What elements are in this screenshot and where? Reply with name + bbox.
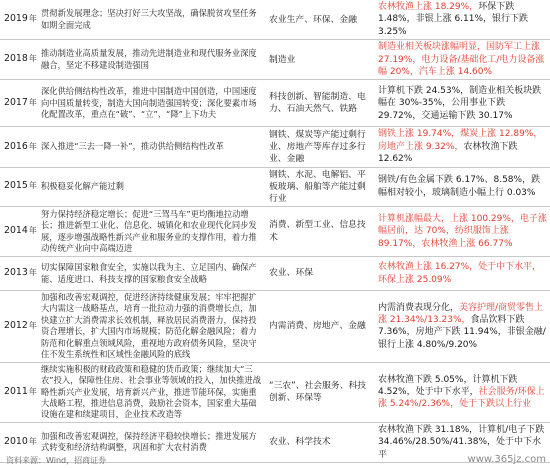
policy-cell: 切实保障国家粮食安全，实施以我为主、立足国内、确保产能、适度进口、科技支撑的国家粮食安全战略 (37, 257, 265, 291)
table-row (0, 40, 550, 80)
performance-text: 内需消费表现分化， (378, 302, 460, 313)
year-cell: 2015年 (0, 167, 37, 206)
performance-highlight: 计算机涨幅最大，上涨 100.29%，电子涨幅居前，达 70%，纺织服饰上涨 89.17%，农林牧渔上涨 66.77% (378, 213, 547, 249)
policy-cell: 积极稳妥化解产能过剩 (37, 167, 265, 206)
table-row (0, 167, 550, 206)
policy-cell: 深入推进“三去一降一补”，推动供给侧结构性改革 (37, 127, 265, 167)
table-row (0, 207, 550, 257)
table-row (0, 0, 550, 40)
year-cell: 2012年 (0, 291, 37, 363)
year-cell: 2019年 (0, 0, 37, 40)
performance-text: 农林牧渔下跌 5.05%，计算机下跌 4.52%，处于中下水平， (378, 374, 518, 398)
table-row (0, 80, 550, 127)
year-cell: 2014年 (0, 207, 37, 257)
performance-cell (374, 207, 550, 257)
performance-text: 钢铁/有色金属下跌 6.17%、8.58%，跌幅相对较小，玻璃制造小幅上行 0.03% (378, 175, 541, 198)
performance-cell (374, 167, 550, 206)
performance-highlight: 农林牧渔上涨 18.29%， (378, 2, 479, 12)
year-cell: 2016年 (0, 127, 37, 167)
policy-cell: 继续实施积极的财政政策和稳健的货币政策；继续加大“三农”投入，保障性住房、社会事业等领域的投入，加快推进战略性新兴产业发展，培育新兴产业，推进节能环保，实施重大战略工程，推进信息消费，鼓励社会资本，国家重大基础设施在建和续建项目，企业技术改造等 (37, 362, 265, 422)
table-row (0, 291, 550, 363)
performance-text: 环保下跌 1.48%，非银上涨 6.11%，银行下跌 3.25% (378, 2, 529, 37)
industry-cell: 钢铁、煤炭等产能过剩行业、房地产等库存过多行业、金融 (265, 127, 374, 167)
performance-highlight: 社会服务/环保上涨 5.24%/2.36%，处于下跌以上行业 (378, 387, 545, 410)
performance-highlight: 制造业相关板块涨幅明显，国防军工上涨 27.19%，电力设备/基础化工/电力设备涨幅 20%，汽车上涨 14.60% (378, 42, 545, 78)
table-row (0, 127, 550, 167)
policy-cell: 推动制造业高质量发展，推动先进制造业和现代服务业深度融合，坚定不移建设制造强国 (37, 40, 265, 80)
industry-cell: 农业生产、环保、金融 (265, 0, 374, 40)
industry-cell: 内需消费、房地产、金融 (265, 291, 374, 363)
performance-cell (374, 127, 550, 167)
table-row (0, 257, 550, 291)
policy-cell: 努力保持经济稳定增长；促进“三驾马车”更均衡地拉动增长；推进新型工业化、信息化、城镇化和农业现代化同步发展，逐步增强战略性新兴产业和服务业的支撑作用，着力推动传统产业向中高端迈进 (37, 207, 265, 257)
performance-cell (374, 80, 550, 127)
table-row (0, 362, 550, 422)
policy-cell: 加强和改善宏观调控，促进经济持续健康发展；牢牢把握扩大内需这一战略基点，培育一批拉动力强的消费增长点，加快建立扩大消费需求长效机制，释放居民消费潜力，保持投资合理增长，扩大国内市场规模；防范化解金融风险；着力防范和化解重点领域风险，重视地方政府债务风险，坚决守住不发生系统性和区域性金融风险的底线 (37, 291, 265, 363)
performance-highlight: 农林牧渔上涨 16.27%，处于中下水平，环保上涨 25.09% (378, 262, 542, 285)
performance-cell (374, 0, 550, 40)
performance-text: 农林牧渔下跌 12.62% (378, 141, 518, 165)
industry-cell: 农业、科学技术 (265, 422, 374, 462)
performance-text: 计算机下跌 24.53%，制造业相关板块跌幅在 30%-35%，公用事业下跌 29.72%，交通运输下跌 30.17% (378, 85, 542, 121)
industry-cell: 农业、环保 (265, 257, 374, 291)
year-cell: 2013年 (0, 257, 37, 291)
industry-cell: 制造业 (265, 40, 374, 80)
industry-cell: 消费、新型工业、信息技术 (265, 207, 374, 257)
source-note: 资料来源：Wind，招商证券 (6, 456, 107, 465)
industry-cell: “三农”、社会服务、科技创新、环保等 (265, 362, 374, 422)
performance-text: 食品饮料下跌 7.36%，房地产下跌 11.94%，非银金融/银行上涨 4.80%/9.20% (378, 314, 546, 350)
performance-cell (374, 40, 550, 80)
year-cell: 2018年 (0, 40, 37, 80)
year-cell: 2010年 (0, 422, 37, 462)
performance-cell (374, 257, 550, 291)
year-cell: 2017年 (0, 80, 37, 127)
policy-cell: 加强和改善宏观调控，保持经济平稳较快增长；推进发展方式转变和经济结构调整，巩固和扩大农村消费 (37, 422, 265, 462)
industry-cell: 科技创新、智能制造、电力、石油天然气、铁路 (265, 80, 374, 127)
performance-highlight: 美容护理/商贸零售上涨 21.34%/13.23%， (378, 302, 544, 325)
policy-cell: 深化供给侧结构性改革，推进中国制造中国创造，中国速度向中国质量转变，制造大国向制造强国转变；深化要素市场化配置改革，重点在“破”、“立”、“降”上下功夫 (37, 80, 265, 127)
industry-cell: 钢铁、水泥、电解铝、平板玻璃、船舶等产能过剩行业 (265, 167, 374, 206)
performance-text: 农林牧渔下跌 31.18%，计算机/电子下跌 34.46%/28.50%/41.38%，处于中下水平 (378, 424, 545, 460)
performance-cell (374, 291, 550, 363)
performance-cell (374, 362, 550, 422)
watermark: www.365jz.com (467, 454, 546, 465)
year-cell: 2011年 (0, 362, 37, 422)
policy-cell: 贯彻新发展理念；坚决打好三大攻坚战，确保脱贫攻坚任务如期全面完成 (37, 0, 265, 40)
performance-highlight: 钢铁上涨 19.74%，煤炭上涨 12.89%，房地产上涨 9.32%， (378, 129, 543, 152)
